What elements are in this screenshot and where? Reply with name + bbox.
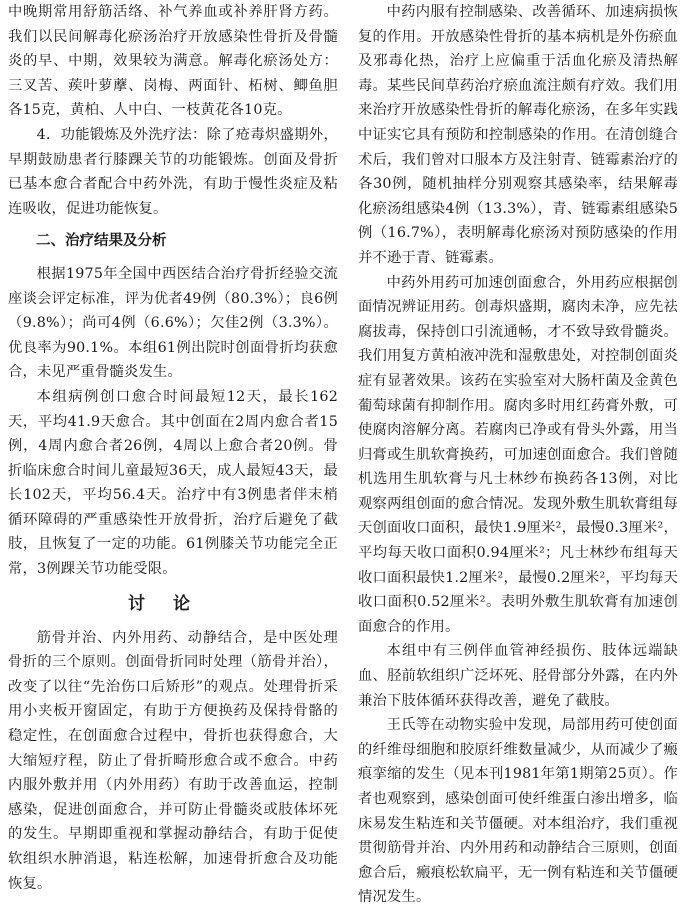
paragraph-discussion-principles: 筋骨并治、内外用药、动静结合，是中医处理骨折的三个原则。创面骨折同时处理（筋骨并治），改变了以往“先治伤口后矫形”的观点。处理骨折采用小夹板开窗固定，有助于方便换药及保持骨骼的稳定性，在创面愈合过程中，骨折也获得愈合，大大缩短疗程，防止了骨折畸形愈合或不愈合。中药内服外敷并用（内外用药）有助于改善血运，控制感染，促进创面愈合，并可防止骨髓炎或肢体坏死的发生。早期即重视和掌握动静结合，有助于促使软组织水肿消退，粘连松解，加速骨折愈合及功能恢复。 [8,629,338,892]
paragraph-intro-continued: 中晚期常用舒筋活络、补气养血或补养肝肾方药。我们以民间解毒化瘀汤治疗开放感染性骨折及骨髓炎的早、中期，效果较为满意。解毒化瘀汤处方：三叉苦、蒺叶萝藦、岗梅、两面针、柘树、鲫鱼胆各15克，黄柏、人中白、一枝黄花各10克。 [8,4,338,119]
paragraph-results-healing-time: 本组病例创口愈合时间最短12天，最长162天，平均41.9天愈合。其中创面在2周内愈合者15例，4周内愈合者26例，4周以上愈合者20例。骨折临床愈合时间儿童最短36天，成人最短43天，最长102天，平均56.4天。治疗中有3例患者伴末梢循环障碍的严重感染性开放骨折，治疗后避免了截肢，且恢复了一定的功能。61例膝关节功能完全正常，3例踝关节功能受限。 [8,388,338,578]
paragraph-three-cases: 本组中有三例伴血管神经损伤、肢体远端缺血、胫前软组织广泛坏死、胫骨部分外露，在内外兼治下肢体循环获得改善，避免了截肢。 [358,643,678,709]
section-heading-results: 二、治疗结果及分析 [36,233,167,250]
paragraph-functional-exercise: 4．功能锻炼及外洗疗法：除了疮毒炽盛期外，早期鼓励患者行膝踝关节的功能锻炼。创面及骨折已基本愈合者配合中药外洗，有助于慢性炎症及粘连吸收，促进功能恢复。 [8,126,338,217]
paragraph-animal-experiment: 王氏等在动物实验中发现，局部用药可使创面的纤维母细胞和胶原纤维数量减少，从而减少了瘢痕挛缩的发生（见本刊1981年第1期第25页）。作者也观察到，感染创面可使纤维蛋白渗出增多，临床易发生粘连和关节僵硬。对本组治疗，我们重视贯彻筋骨并治、内外用药和动静结合三原则，创面愈合后，瘢痕松软扁平，无一例有粘连和关节僵硬情况发生。 [358,717,678,906]
paragraph-results-evaluation: 根据1975年全国中西医结合治疗骨折经验交流座谈会评定标准，评为优者49例（80.3%）；良6例（9.8%）；尚可4例（6.6%）；欠佳2例（3.3%）。优良率为90.1%。本组61例出院时创面骨折均获愈合，未见严重骨髓炎发生。 [8,265,338,381]
paragraph-herbal-infection-control: 中药内服有控制感染、改善循环、加速病损恢复的作用。开放感染性骨折的基本病机是外伤瘀血及邪毒化热，治疗上应偏重于活血化瘀及清热解毒。某些民间草药治疗瘀血流注颇有疗效。我们用来治疗开放感染性骨折的解毒化瘀汤，在多年实践中证实它具有预防和控制感染的作用。在清创缝合术后，我们曾对口服本方及注射青、链霉素治疗的各30例，随机抽样分别观察其感染率，结果解毒化瘀汤组感染4例（13.3%），青、链霉素组感染5例（16.7%），表明解毒化瘀汤对预防感染的作用并不逊于青、链霉素。 [358,4,678,266]
section-heading-discussion: 讨论 [128,593,218,614]
left-column [8,0,338,896]
paragraph-external-medication: 中药外用药可加速创面愈合，外用药应根据创面情况辨证用药。创毒炽盛期，腐肉未净，应先祛腐拔毒，保持创口引流通畅，才不致导致骨髓炎。我们用复方黄柏液冲洗和湿敷患处，对控制创面炎症有显著效果。该药在实验室对大肠杆菌及金黄色葡萄球菌有抑制作用。腐肉多时用红药膏外敷，可使腐肉溶解分离。若腐肉已净或有骨头外露，用当归膏或生肌软膏换药，可加速创面愈合。我们曾随机选用生肌软膏与凡士林纱布换药各13例，对比观察两组创面的愈合情况。发现外敷生肌软膏组每天创面收口面积，最快1.9厘米²，最慢0.3厘米²，平均每天收口面积0.94厘米²；凡士林纱布组每天收口面积最快1.2厘米²，最慢0.2厘米²，平均每天收口面积0.52厘米²。表明外敷生肌软膏有加速创面愈合的作用。 [358,274,678,635]
right-column [358,0,678,910]
